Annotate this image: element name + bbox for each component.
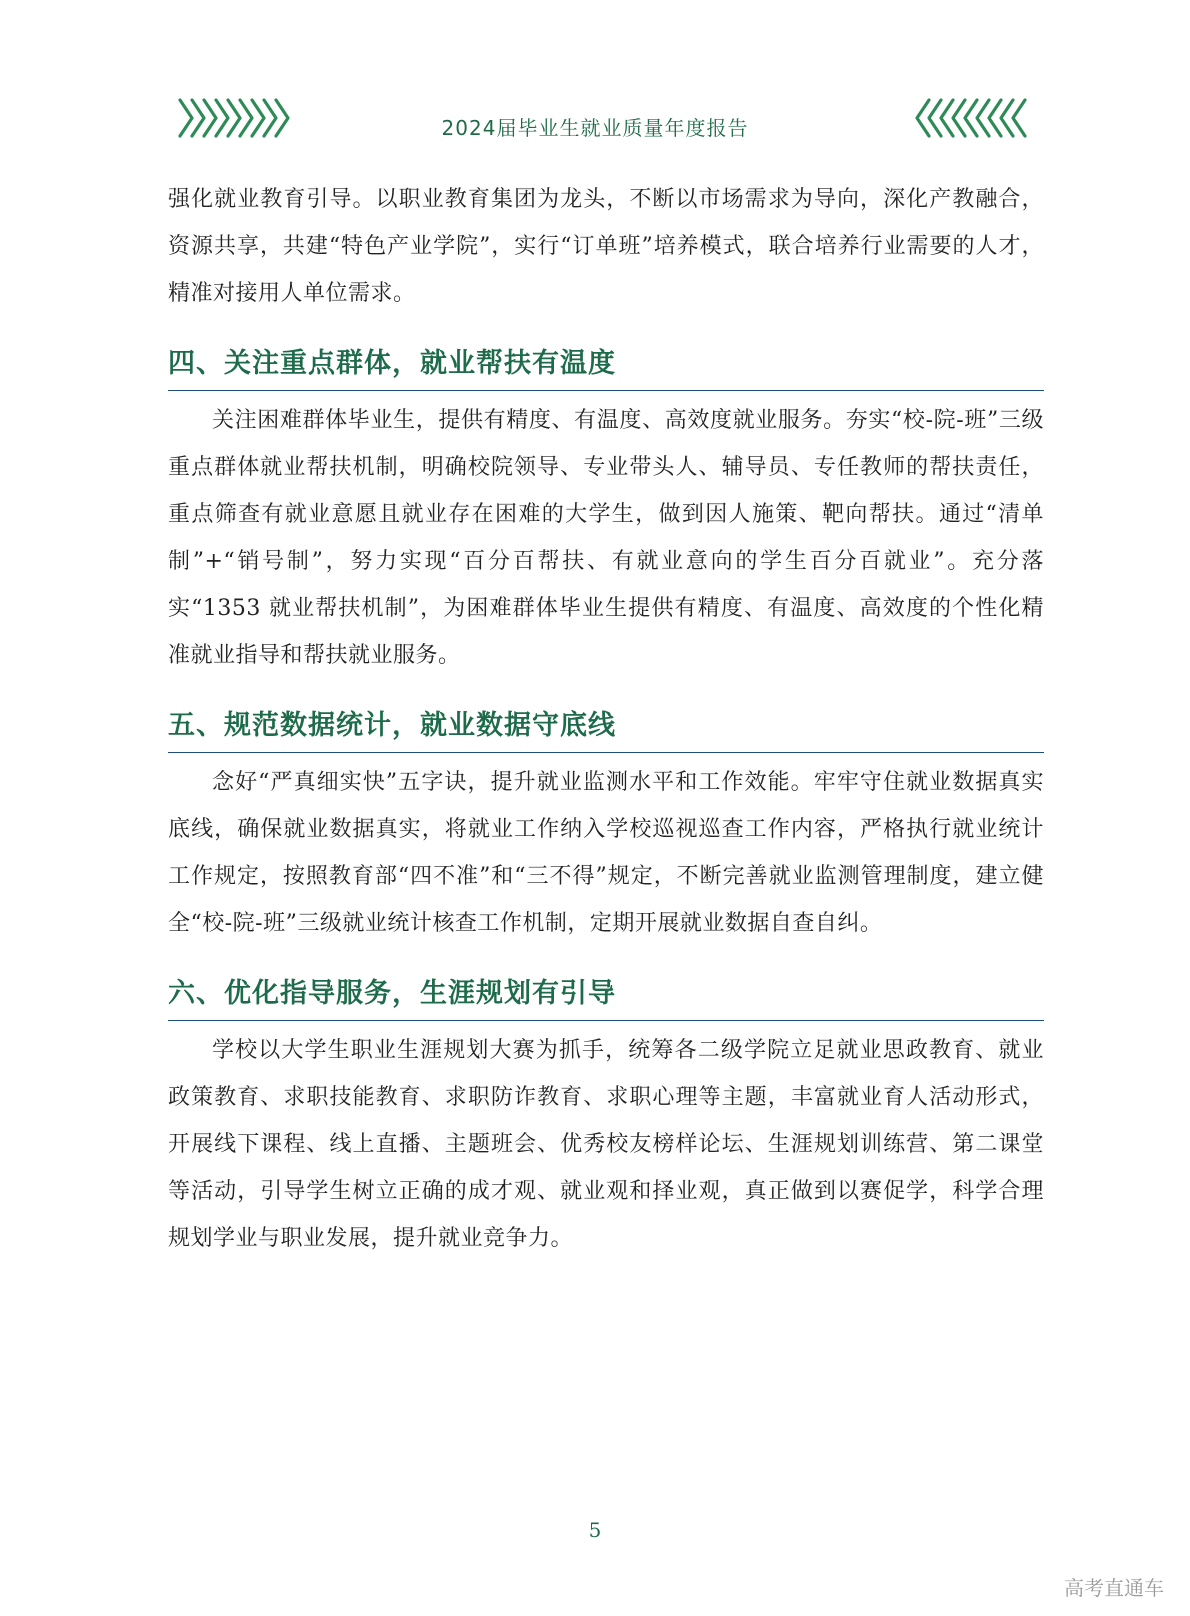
section-career-guidance <box>168 971 1044 1262</box>
section-title: 六、优化指导服务，生涯规划有引导 <box>168 971 1044 1021</box>
page-content <box>168 176 1044 1262</box>
section-body: 关注困难群体毕业生，提供有精度、有温度、高效度就业服务。夯实“校-院-班”三级重点群体就业帮扶机制，明确校院领导、专业带头人、辅导员、专任教师的帮扶责任，重点筛查有就业意愿且就业存在困难的大学生，做到因人施策、靶向帮扶。通过“清单制”+“销号制”，努力实现“百分百帮扶、有就业意向的学生百分百就业”。充分落实“1353 就业帮扶机制”，为困难群体毕业生提供有精度、有温度、高效度的个性化精准就业指导和帮扶就业服务。 <box>168 408 1044 668</box>
report-title: 2024届毕业生就业质量年度报告 <box>441 116 749 140</box>
chevrons-left-icon <box>909 96 1027 140</box>
section-data-statistics <box>168 703 1044 947</box>
intro-paragraph: 强化就业教育引导。以职业教育集团为龙头，不断以市场需求为导向，深化产教融合，资源共享，共建“特色产业学院”，实行“订单班”培养模式，联合培养行业需要的人才，精准对接用人单位需求。 <box>168 187 1044 306</box>
page-number: 5 <box>588 1518 602 1542</box>
section-key-groups <box>168 341 1044 679</box>
section-body: 学校以大学生职业生涯规划大赛为抓手，统筹各二级学院立足就业思政教育、就业政策教育、求职技能教育、求职防诈教育、求职心理等主题，丰富就业育人活动形式，开展线下课程、线上直播、主题班会、优秀校友榜样论坛、生涯规划训练营、第二课堂等活动，引导学生树立正确的成才观、就业观和择业观，真正做到以赛促学，科学合理规划学业与职业发展，提升就业竞争力。 <box>168 1038 1044 1251</box>
section-title: 五、规范数据统计，就业数据守底线 <box>168 703 1044 753</box>
watermark: 高考直通车 <box>1064 1576 1164 1600</box>
section-title: 四、关注重点群体，就业帮扶有温度 <box>168 341 1044 391</box>
page-header <box>0 96 1190 156</box>
section-body: 念好“严真细实快”五字诀，提升就业监测水平和工作效能。牢牢守住就业数据真实底线，确保就业数据真实，将就业工作纳入学校巡视巡查工作内容，严格执行就业统计工作规定，按照教育部“四不准”和“三不得”规定，不断完善就业监测管理制度，建立健全“校-院-班”三级就业统计核查工作机制，定期开展就业数据自查自纠。 <box>168 770 1044 936</box>
